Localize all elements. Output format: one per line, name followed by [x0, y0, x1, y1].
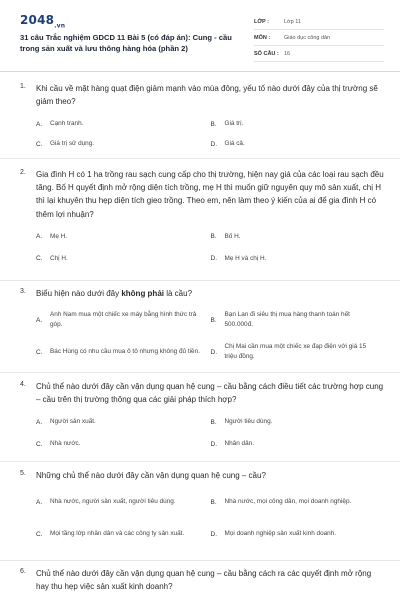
question-text: Biểu hiện nào dưới đây không phải là cầu?	[36, 289, 193, 298]
option-b[interactable]: B. Người tiêu dùng.	[210, 418, 273, 426]
question-number: 4.	[20, 381, 26, 388]
question-6	[20, 567, 385, 593]
option-a[interactable]: A. Anh Nam mua một chiếc xe máy bằng hình thức trả góp.	[36, 311, 197, 329]
option-c[interactable]: C. Chị H.	[36, 254, 68, 263]
meta-value: Lớp 11	[284, 18, 301, 25]
option-d[interactable]: D. Mẹ H và chị H.	[210, 254, 267, 263]
option-b[interactable]: B. Nhà nước, mọi công dân, mọi doanh nghiệp.	[210, 498, 352, 506]
option-c[interactable]: C. Nhà nước.	[36, 440, 81, 448]
option-b[interactable]: B. Bạn Lan đi siêu thị mua hàng thanh toán hết 500.000đ.	[210, 311, 350, 329]
meta-key: MÔN :	[254, 34, 271, 41]
meta-row-subject	[254, 30, 384, 46]
question-divider	[0, 461, 400, 462]
meta-row-count	[254, 46, 384, 62]
emphasis-text: không phải	[121, 289, 164, 298]
question-text: Chủ thể nào dưới đây cần vận dụng quan hệ cung – cầu bằng cách ra các quyết định mở rộng hay thu hẹp việc sản xuất kinh doanh?	[36, 569, 372, 592]
meta-value: 16	[284, 50, 291, 57]
document-header	[0, 0, 400, 78]
question-divider	[0, 280, 400, 281]
option-a[interactable]: A. Cạnh tranh.	[36, 120, 84, 128]
question-text: Gia đình H có 1 ha trồng rau sạch cung cấp cho thị trường, hiện nay giá của các loại rau sạch đều tăng. Bố H quyết định mở rộng diện tích trồng, mẹ H thì muốn giữ nguyên quy mô sản xuất, chị H thì lại khuyên thu hẹp diện tích gieo trồng. Theo em, nên làm theo ý kiến của ai để gia đình H có thêm lợi nhuận?	[36, 170, 384, 219]
question-text: Khi cầu về mặt hàng quạt điện giảm mạnh vào mùa đông, yếu tố nào dưới đây của thị trường sẽ giảm theo?	[36, 84, 378, 107]
option-c[interactable]: C. Mọi tầng lớp nhân dân và các công ty sản xuất.	[36, 530, 185, 538]
meta-key: SỐ CÂU :	[254, 50, 279, 57]
question-text: Những chủ thể nào dưới đây cần vận dụng quan hệ cung – cầu?	[36, 471, 266, 480]
option-a[interactable]: A. Mẹ H.	[36, 232, 68, 241]
meta-key: LỚP :	[254, 18, 269, 25]
option-a[interactable]: A. Người sản xuất.	[36, 418, 96, 426]
option-d[interactable]: D. Chị Mai cần mua một chiếc xe đạp điện với giá 15 triệu đồng.	[210, 343, 367, 361]
document-meta	[254, 14, 384, 62]
question-2	[20, 168, 385, 267]
option-c[interactable]: C. Giá trị sử dụng.	[36, 140, 95, 148]
option-d[interactable]: D. Mọi doanh nghiệp sản xuất kinh doanh.	[210, 530, 337, 538]
header-divider	[0, 71, 400, 72]
question-number: 3.	[20, 288, 26, 295]
question-4	[20, 380, 385, 452]
question-divider	[0, 158, 400, 159]
question-number: 5.	[20, 470, 26, 477]
option-d[interactable]: D. Giá cả.	[210, 140, 245, 148]
meta-value: Giáo dục công dân	[284, 34, 331, 41]
question-divider	[0, 372, 400, 373]
question-number: 6.	[20, 568, 26, 575]
option-d[interactable]: D. Nhân dân.	[210, 440, 254, 448]
option-b[interactable]: B. Giá trị.	[210, 120, 244, 128]
question-text: Chủ thể nào dưới đây cần vận dụng quan hệ cung – cầu bằng cách điều tiết các trường hợp cung – cầu trên thị trường thông qua các giải pháp thích hợp?	[36, 382, 384, 405]
question-1	[20, 82, 385, 152]
meta-row-grade	[254, 14, 384, 30]
question-number: 1.	[20, 83, 26, 90]
question-5	[20, 469, 385, 548]
question-number: 2.	[20, 169, 26, 176]
question-divider	[0, 560, 400, 561]
option-c[interactable]: C. Bác Hùng có nhu cầu mua ô tô nhưng không đủ tiền.	[36, 348, 200, 356]
option-b[interactable]: B. Bố H.	[210, 232, 241, 241]
page-title: 31 câu Trắc nghiệm GDCD 11 Bài 5 (có đáp án): Cung - cầu trong sản xuất và lưu thông hàng hóa (phần 2)	[20, 33, 232, 53]
site-logo[interactable]: $2048_{.vn}$	[20, 13, 66, 30]
option-a[interactable]: A. Nhà nước, người sản xuất, người tiêu dùng.	[36, 498, 176, 506]
question-3	[20, 287, 385, 366]
